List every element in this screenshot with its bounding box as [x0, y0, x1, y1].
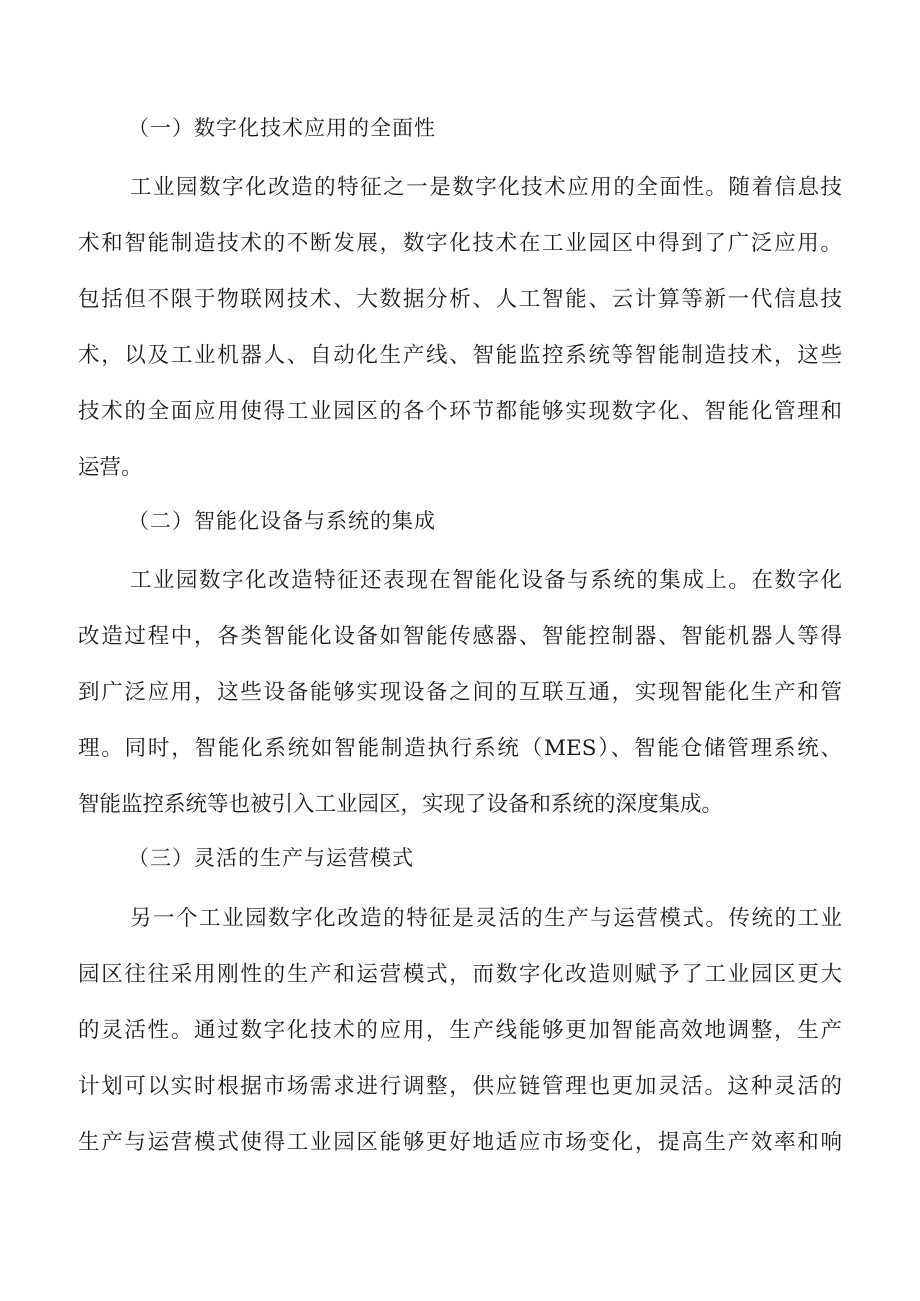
paragraph-line: 理。同时，智能化系统如智能制造执行系统（MES）、智能仓储管理系统、 [78, 736, 842, 761]
paragraph-line: 运营。 [78, 455, 143, 480]
paragraph-line: 改造过程中，各类智能化设备如智能传感器、智能控制器、智能机器人等得 [78, 624, 842, 649]
paragraph-line: 包括但不限于物联网技术、大数据分析、人工智能、云计算等新一代信息技 [78, 287, 842, 312]
section-3-heading: （三）灵活的生产与运营模式 [128, 846, 414, 870]
paragraph-line: 的灵活性。通过数字化技术的应用，生产线能够更加智能高效地调整，生产 [78, 1018, 842, 1043]
paragraph-line: 术和智能制造技术的不断发展，数字化技术在工业园区中得到了广泛应用。 [78, 231, 842, 256]
section-1-heading: （一）数字化技术应用的全面性 [128, 116, 436, 140]
paragraph-line: 智能监控系统等也被引入工业园区，实现了设备和系统的深度集成。 [78, 792, 724, 817]
paragraph-line: 到广泛应用，这些设备能够实现设备之间的互联互通，实现智能化生产和管 [78, 680, 842, 705]
paragraph-line: 术，以及工业机器人、自动化生产线、智能监控系统等智能制造技术，这些 [78, 343, 842, 368]
section-1-paragraph [78, 160, 842, 496]
section-2-paragraph [78, 553, 842, 833]
paragraph-line: 计划可以实时根据市场需求进行调整，供应链管理也更加灵活。这种灵活的 [78, 1074, 842, 1099]
paragraph-line: 生产与运营模式使得工业园区能够更好地适应市场变化，提高生产效率和响 [78, 1130, 842, 1155]
paragraph-line: 园区往往采用刚性的生产和运营模式，而数字化改造则赋予了工业园区更大 [78, 962, 842, 987]
section-2-heading: （二）智能化设备与系统的集成 [128, 509, 436, 533]
paragraph-line: 工业园数字化改造特征还表现在智能化设备与系统的集成上。在数字化 [130, 568, 842, 593]
paragraph-line: 技术的全面应用使得工业园区的各个环节都能够实现数字化、智能化管理和 [78, 399, 842, 424]
paragraph-line: 工业园数字化改造的特征之一是数字化技术应用的全面性。随着信息技 [130, 175, 842, 200]
paragraph-line: 另一个工业园数字化改造的特征是灵活的生产与运营模式。传统的工业 [130, 906, 842, 931]
section-3-paragraph [78, 891, 842, 1171]
